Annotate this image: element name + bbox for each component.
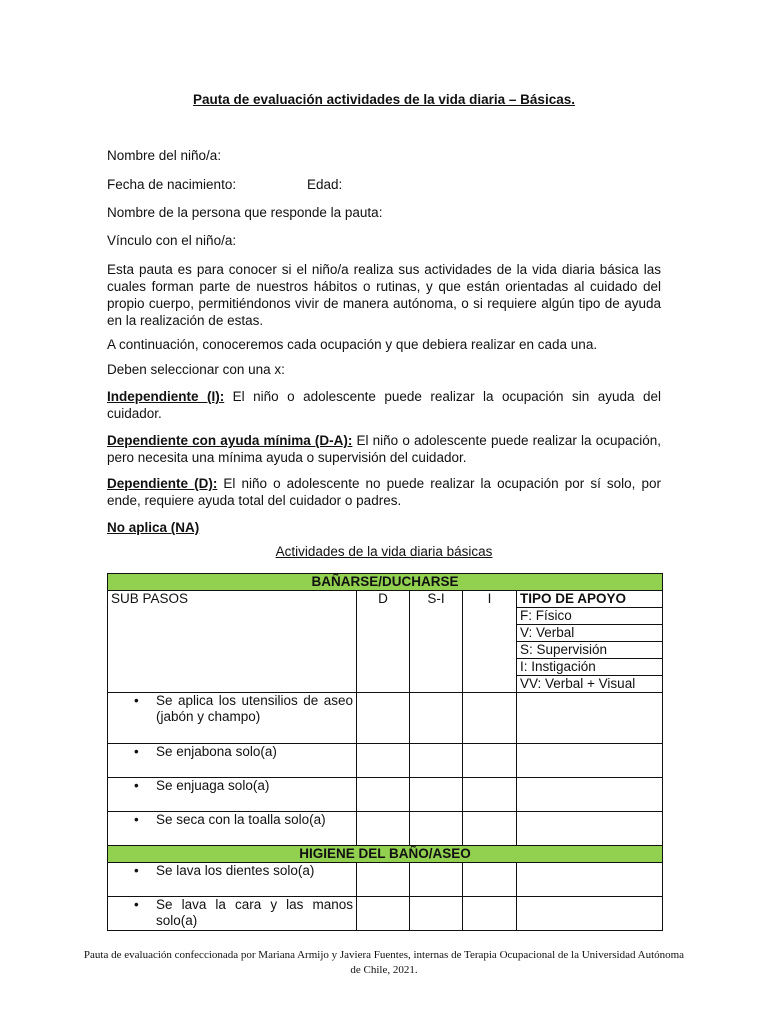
header-si: S-I (410, 591, 463, 693)
tipo-apoyo-item: S: Supervisión (517, 642, 662, 659)
cell-i[interactable] (463, 897, 517, 931)
cell-si[interactable] (410, 778, 463, 812)
definition-term: No aplica (NA) (107, 520, 200, 535)
field-birth-date: Fecha de nacimiento: (107, 177, 237, 192)
definition-term: Dependiente (D): (107, 476, 218, 491)
cell-i[interactable] (463, 693, 517, 744)
cell-d[interactable] (357, 778, 410, 812)
select-instruction: Deben seleccionar con una x: (107, 362, 285, 377)
table-row (108, 897, 663, 931)
cell-si[interactable] (410, 812, 463, 846)
table-row (108, 778, 663, 812)
cell-si[interactable] (410, 897, 463, 931)
cell-i[interactable] (463, 778, 517, 812)
intro-paragraph: Esta pauta es para conocer si el niño/a realiza sus actividades de la vida diaria básica las cuales forman parte de nuestros hábitos o rutinas, y que están orientadas al cuidado del propio cuerpo, permitiéndonos vivir de manera autónoma, o si requiere algún tipo de ayuda en la realización de estas. (107, 262, 661, 328)
bullet: • (134, 812, 139, 827)
field-respondent: Nombre de la persona que responde la pauta: (107, 205, 383, 220)
definition-dependiente-ayuda-minima (107, 432, 661, 466)
sub-step-label: Se lava los dientes solo(a) (156, 863, 315, 878)
cell-tipo[interactable] (517, 744, 663, 778)
header-d: D (357, 591, 410, 693)
cell-d[interactable] (357, 897, 410, 931)
definition-term: Dependiente con ayuda mínima (D-A): (107, 433, 353, 448)
cell-d[interactable] (357, 863, 410, 897)
tipo-apoyo-cell (517, 591, 663, 693)
sub-step-label: Se aplica los utensilios de aseo (jabón y champo) (156, 693, 353, 724)
tipo-apoyo-item: F: Físico (517, 608, 662, 625)
cell-d[interactable] (357, 744, 410, 778)
bullet: • (134, 863, 139, 878)
definition-text: El niño o adolescente puede realizar la ocupación, pero necesita una mínima ayuda o supervisión del cuidador. (107, 433, 661, 465)
field-relationship: Vínculo con el niño/a: (107, 233, 237, 248)
cell-tipo[interactable] (517, 778, 663, 812)
tipo-apoyo-item: V: Verbal (517, 625, 662, 642)
header-sub-pasos: SUB PASOS (108, 591, 357, 693)
bullet: • (134, 744, 139, 759)
cell-tipo[interactable] (517, 693, 663, 744)
continuation-paragraph: A continuación, conoceremos cada ocupación y que debiera realizar en cada una. (107, 337, 598, 352)
activities-table (107, 573, 663, 931)
cell-tipo[interactable] (517, 863, 663, 897)
tipo-apoyo-header: TIPO DE APOYO (517, 591, 662, 608)
definition-term: Independiente (I): (107, 389, 225, 404)
tipo-apoyo-item: VV: Verbal + Visual (520, 676, 636, 691)
tipo-apoyo-list (517, 591, 662, 692)
definition-dependiente (107, 475, 661, 509)
definition-no-aplica (107, 519, 661, 536)
definition-independiente (107, 388, 661, 422)
footer-credit: Pauta de evaluación confeccionada por Mariana Armijo y Javiera Fuentes, internas de Terapia Ocupacional de la Universidad Autónoma de Chile, 2021. (83, 949, 685, 976)
cell-i[interactable] (463, 863, 517, 897)
bullet: • (134, 897, 139, 912)
bullet: • (134, 693, 139, 708)
table-row (108, 812, 663, 846)
cell-si[interactable] (410, 863, 463, 897)
cell-d[interactable] (357, 812, 410, 846)
table-row (108, 693, 663, 744)
cell-tipo[interactable] (517, 812, 663, 846)
field-child-name: Nombre del niño/a: (107, 148, 222, 163)
definition-text: El niño o adolescente no puede realizar la ocupación por sí solo, por ende, requiere ayuda total del cuidador o padres. (107, 476, 661, 508)
sub-step-label: Se enjuaga solo(a) (156, 778, 270, 793)
cell-si[interactable] (410, 744, 463, 778)
sub-step-label: Se enjabona solo(a) (156, 744, 277, 759)
sub-step-label: Se lava la cara y las manos solo(a) (156, 897, 353, 928)
field-birth-date-row (107, 176, 661, 193)
header-i: I (463, 591, 517, 693)
document-title: Pauta de evaluación actividades de la vida diaria – Básicas. (193, 92, 575, 107)
sub-step-label: Se seca con la toalla solo(a) (156, 812, 326, 827)
section-header-banarse: BAÑARSE/DUCHARSE (108, 574, 663, 591)
table-title: Actividades de la vida diaria básicas (275, 544, 493, 559)
cell-i[interactable] (463, 744, 517, 778)
cell-tipo[interactable] (517, 897, 663, 931)
tipo-apoyo-item: I: Instigación (517, 659, 662, 676)
bullet: • (134, 778, 139, 793)
table-row (108, 744, 663, 778)
field-age: Edad: (307, 177, 343, 192)
section-header-higiene: HIGIENE DEL BAÑO/ASEO (108, 846, 663, 863)
cell-si[interactable] (410, 693, 463, 744)
cell-d[interactable] (357, 693, 410, 744)
table-row (108, 863, 663, 897)
definition-text: El niño o adolescente puede realizar la ocupación sin ayuda del cuidador. (107, 389, 661, 421)
cell-i[interactable] (463, 812, 517, 846)
